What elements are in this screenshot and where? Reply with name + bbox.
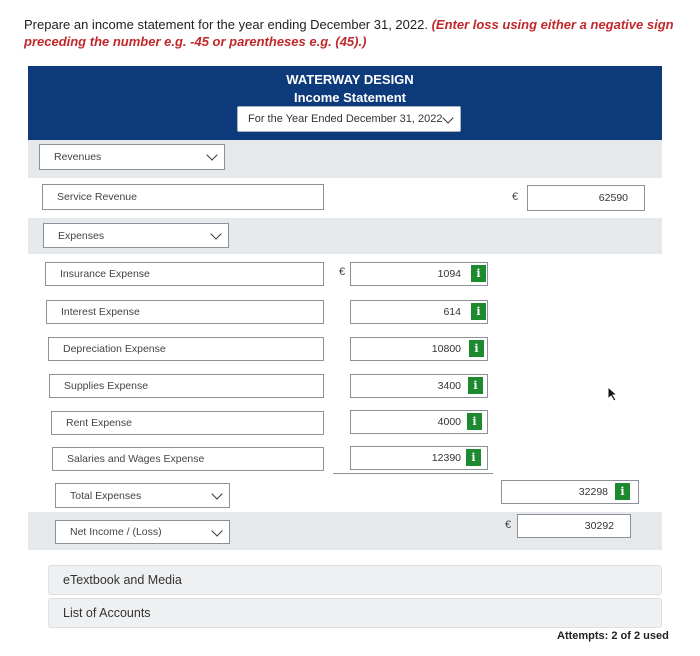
expense-value: 12390: [431, 452, 461, 464]
expense-label-field[interactable]: [48, 337, 324, 361]
expense-value: 1094: [437, 268, 461, 280]
expense-label: Salaries and Wages Expense: [67, 453, 205, 465]
net-income-label: Net Income / (Loss): [70, 526, 162, 538]
info-icon[interactable]: i: [471, 265, 486, 282]
expense-amount-input[interactable]: [350, 262, 488, 286]
expense-label-field[interactable]: [51, 411, 324, 435]
expense-label: Interest Expense: [61, 306, 140, 318]
service-revenue-input[interactable]: [527, 185, 645, 211]
chevron-down-icon: [210, 228, 221, 239]
net-income-value: 30292: [584, 520, 614, 532]
expense-value: 614: [443, 306, 461, 318]
expense-currency: €: [339, 266, 346, 278]
revenues-dropdown[interactable]: [39, 144, 225, 170]
total-expenses-label: Total Expenses: [70, 489, 142, 502]
list-of-accounts-label: List of Accounts: [63, 606, 151, 620]
revenues-label: Revenues: [54, 151, 102, 163]
expense-value: 10800: [431, 343, 461, 355]
cursor-icon: [606, 386, 620, 402]
chevron-down-icon: [206, 149, 217, 160]
total-expenses-dropdown[interactable]: [55, 483, 230, 508]
info-icon[interactable]: i: [467, 413, 482, 430]
chevron-down-icon: [211, 525, 222, 536]
expense-label-field[interactable]: [46, 300, 324, 324]
info-icon[interactable]: i: [469, 340, 484, 357]
info-icon[interactable]: i: [471, 303, 486, 320]
chevron-down-icon: [442, 112, 453, 123]
expense-value: 3400: [437, 380, 461, 392]
net-income-dropdown[interactable]: [55, 520, 230, 544]
expenses-dropdown[interactable]: [43, 223, 229, 248]
attempts-counter: Attempts: 2 of 2 used: [557, 630, 669, 642]
expense-label-field[interactable]: [52, 447, 324, 471]
expense-label-field[interactable]: [45, 262, 324, 286]
etextbook-label: eTextbook and Media: [63, 573, 182, 587]
service-revenue-value: 62590: [598, 192, 628, 204]
expense-label: Depreciation Expense: [63, 343, 166, 355]
statement-title: Income Statement: [294, 90, 406, 105]
expense-label: Insurance Expense: [60, 268, 150, 280]
service-revenue-currency: €: [512, 191, 519, 203]
expense-label: Supplies Expense: [64, 380, 149, 392]
expense-label-field[interactable]: [49, 374, 324, 398]
chevron-down-icon: [211, 488, 222, 499]
total-expenses-value: 32298: [578, 486, 608, 498]
expenses-label: Expenses: [58, 229, 105, 242]
subtotal-rule: [333, 473, 493, 474]
instructions-note: (Enter loss using either a negative sign preceding the number e.g. -45 or parentheses e.g. (45).): [24, 17, 674, 49]
etextbook-link[interactable]: [48, 565, 662, 595]
info-icon[interactable]: i: [468, 377, 483, 394]
period-dropdown[interactable]: [237, 106, 461, 132]
info-icon[interactable]: i: [615, 483, 630, 500]
list-of-accounts-link[interactable]: [48, 598, 662, 628]
info-icon[interactable]: i: [466, 449, 481, 466]
instructions-main: Prepare an income statement for the year ending December 31, 2022.: [24, 17, 432, 32]
company-name: WATERWAY DESIGN: [286, 72, 414, 87]
period-label: For the Year Ended December 31, 2022: [248, 113, 443, 125]
expense-amount-input[interactable]: [350, 300, 488, 324]
expense-amount-input[interactable]: [350, 337, 488, 361]
net-income-currency: €: [505, 519, 512, 531]
service-revenue-label: Service Revenue: [57, 191, 137, 203]
expense-label: Rent Expense: [66, 417, 132, 429]
instructions: [24, 16, 684, 50]
service-revenue-field[interactable]: [42, 184, 324, 210]
expense-value: 4000: [437, 416, 461, 428]
net-income-input[interactable]: [517, 514, 631, 538]
